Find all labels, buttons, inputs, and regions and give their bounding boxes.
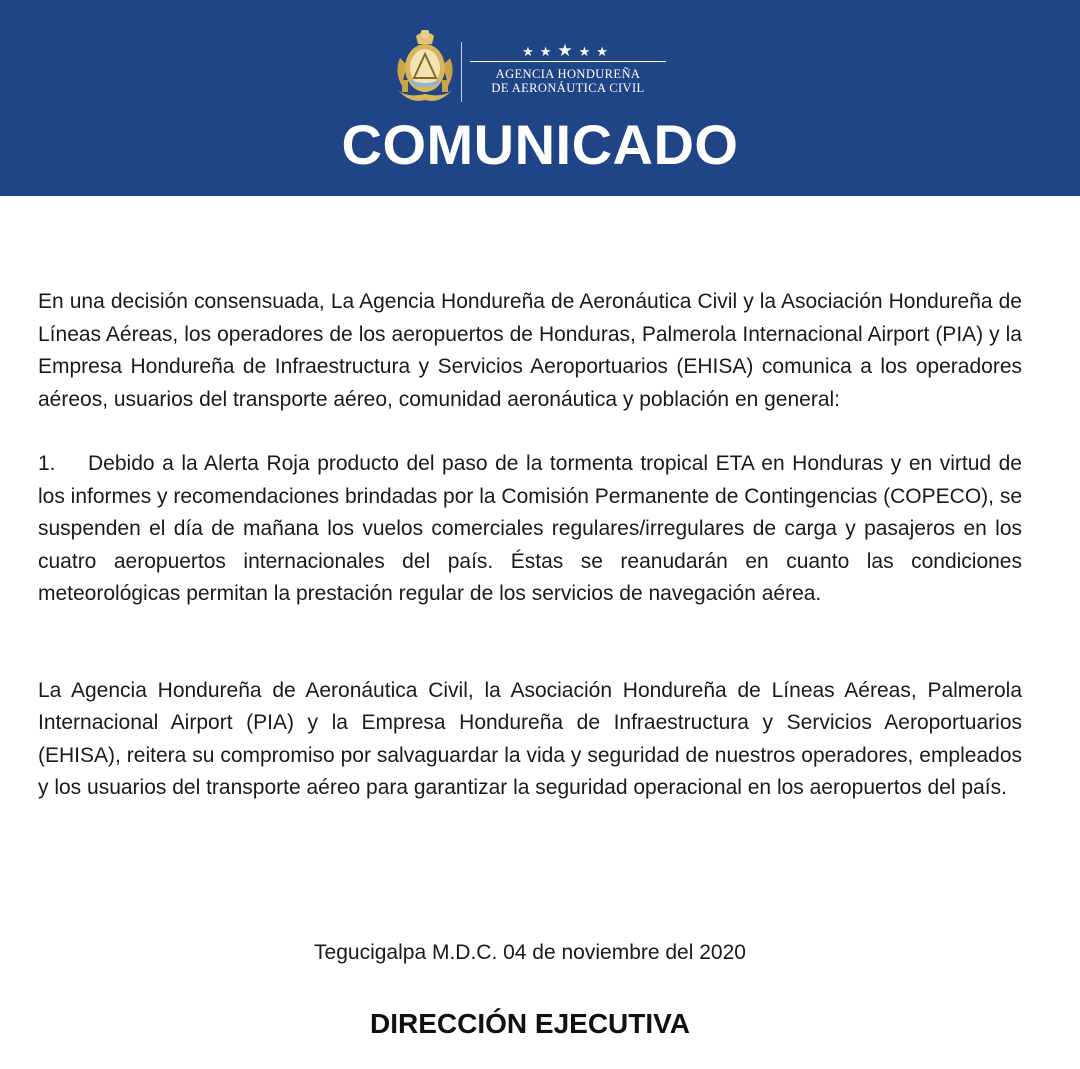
coat-of-arms-icon [392,28,458,106]
closing-paragraph: La Agencia Hondureña de Aeronáutica Civil, la Asociación Hondureña de Líneas Aéreas, Palmerola Internacional Airport (PIA) y la Empresa Hondureña de Infraestructura y Servicios Aeroportuarios (EHISA), reitera su compromiso por salvaguardar la vida y seguridad de nuestros operadores, empleados y los usuarios del transporte aéreo para garantizar la seguridad operacional en los aeropuertos del país. [38,678,1022,799]
date-line: Tegucigalpa M.D.C. 04 de noviembre del 2020 [314,941,746,964]
stars-icon: ★★★★★ [522,41,614,60]
agency-logo [470,43,666,95]
signature: DIRECCIÓN EJECUTIVA [370,1008,690,1039]
item-number: 1. [38,452,56,475]
intro-paragraph: En una decisión consensuada, La Agencia Hondureña de Aeronáutica Civil y la Asociación Hondureña de Líneas Aéreas, los operadores de los aeropuertos de Honduras, Palmerola Internacional Airport (PIA) y la Empresa Hondureña de Infraestructura y Servicios Aeroportuarios (EHISA) comunica a los operadores aéreos, usuarios del transporte aéreo, comunidad aeronáutica y población en general: [38,290,1022,411]
communique-body [38,286,1022,805]
agency-name-line1: AGENCIA HONDUREÑA [495,67,641,81]
agency-name-line2: DE AERONÁUTICA CIVIL [491,81,645,95]
header-banner [0,0,1080,196]
numbered-item [38,448,1022,611]
page-title: COMUNICADO [341,113,739,176]
item-text: Debido a la Alerta Roja producto del paso de la tormenta tropical ETA en Honduras y en virtud de los informes y recomendaciones brindadas por la Comisión Permanente de Contingencias (COPECO), se suspenden el día de mañana los vuelos comerciales regulares/irregulares de carga y pasajeros en los cuatro aeropuertos internacionales del país. Éstas se reanudarán en cuanto las condiciones meteorológicas permitan la prestación regular de los servicios de navegación aérea. [38,452,1022,605]
logo-divider [461,42,462,102]
logo-rule [470,61,666,62]
